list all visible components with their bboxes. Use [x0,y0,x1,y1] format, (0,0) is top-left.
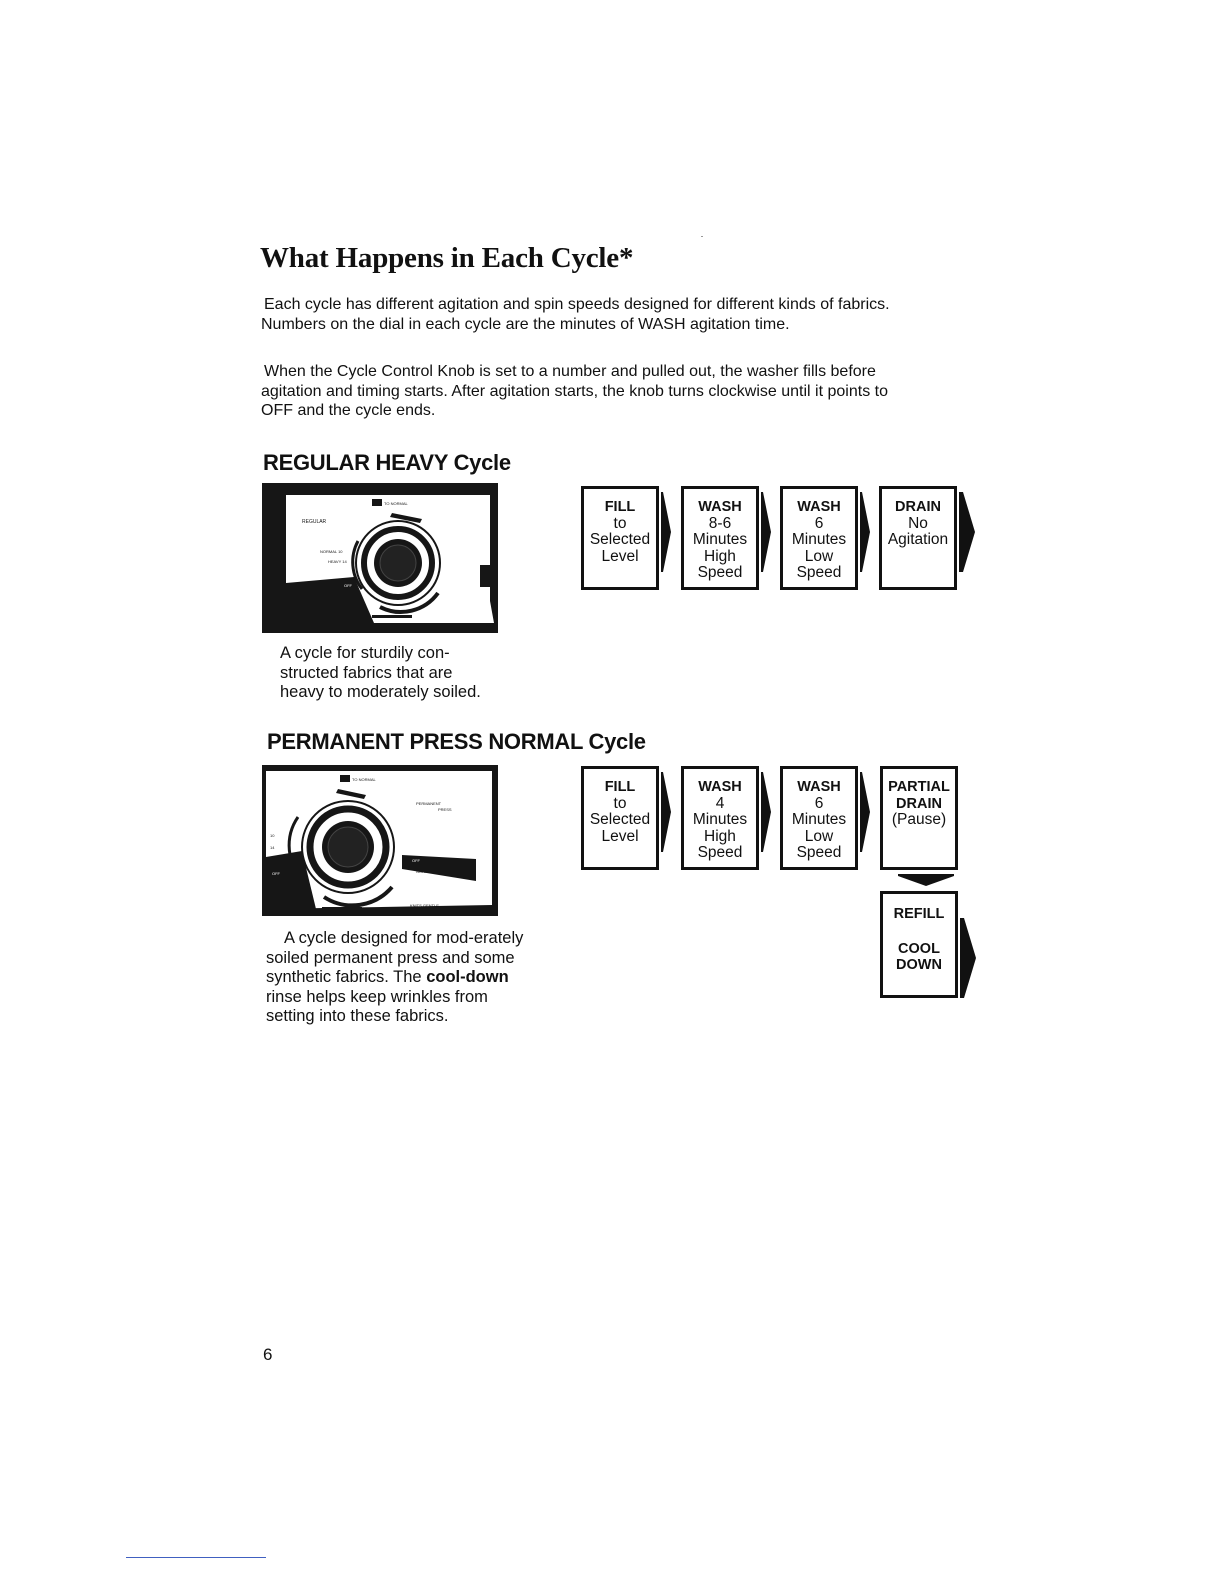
permanent-dial-14-label: 14 [270,845,275,850]
permanent-dial-normal-label: NORMAL [416,869,434,874]
step-line: High [704,547,736,565]
step-line: WASH [698,779,742,795]
regular-dial-illustration [262,483,498,633]
permanent-dial-to-normal-label: TO NORMAL [352,777,376,782]
permanent-step-wash-low [780,766,858,870]
regular-dial-regular-label: REGULAR [302,519,327,525]
permanent-dial-off-left-label: OFF [272,871,280,876]
step-line: REFILL [893,906,945,922]
down-arrow-icon [898,872,954,893]
step-line: Low [804,547,834,565]
step-line: WASH [698,499,742,515]
regular-caption-line-3: heavy to moderately soiled. [280,683,481,701]
permanent-caption-text-end: rinse helps keep wrinkles from setting into these fabrics. [266,987,488,1025]
regular-arrow-2-icon [761,492,771,572]
permanent-caption [266,929,526,1027]
regular-caption-line-1: A cycle for sturdily con- [280,644,450,662]
regular-dial-image [262,483,498,633]
step-line: 6 [814,794,824,812]
permanent-dial-knits-label: KNITS GENTLE [410,903,439,908]
step-line: 4 [715,794,725,812]
regular-step-wash-high [681,486,759,590]
step-line: 6 [814,514,824,532]
regular-dial-heavy14-label: HEAVY 14 [328,559,347,564]
step-line: Speed [796,844,842,861]
step-line: DRAIN [895,499,941,515]
step-line: PARTIAL [888,779,950,795]
regular-caption-line-2: structed fabrics that are [280,663,453,682]
regular-heavy-heading: REGULAR HEAVY Cycle [263,450,511,475]
step-line: 8-6 [708,514,732,532]
permanent-press-heading: PERMANENT PRESS NORMAL Cycle [267,729,646,754]
step-line: Minutes [791,531,847,548]
regular-dial-normal10-label: NORMAL 10 [320,549,343,554]
step-line: Minutes [692,531,748,548]
step-line-spacer [883,923,955,939]
regular-step-wash-low [780,486,858,590]
regular-caption [280,644,481,703]
permanent-dial-press-label: PRESS [438,807,452,812]
permanent-step-partial-drain [880,766,958,870]
step-line: Low [804,827,834,845]
step-line: DOWN [896,957,942,973]
stray-mark [701,236,703,237]
step-line: WASH [797,779,841,795]
footer-rule [126,1557,266,1558]
step-line: Speed [697,844,743,861]
permanent-step-wash-high [681,766,759,870]
permanent-dial-10-label: 10 [270,833,275,838]
regular-dial-to-normal-label: TO NORMAL [384,501,408,506]
regular-arrow-1-icon [661,492,671,572]
step-line: to [613,514,627,532]
permanent-step-refill-cool-down [880,891,958,998]
permanent-arrow-3-icon [860,772,870,852]
regular-arrow-3-icon [860,492,870,572]
step-line: DRAIN [896,795,942,812]
step-line: Speed [697,564,743,581]
permanent-arrow-2-icon [761,772,771,852]
regular-step-fill [581,486,659,590]
permanent-dial-image [262,765,498,916]
page-title: What Happens in Each Cycle* [260,242,634,274]
permanent-caption-text: A cycle designed for mod-erately soiled permanent press and some synthetic fabrics. The [266,929,524,986]
step-line: FILL [604,499,636,515]
step-line: (Pause) [891,811,947,828]
step-line: Speed [796,564,842,581]
permanent-step-fill [581,766,659,870]
permanent-dial-8-label: 8 [408,864,411,869]
intro-paragraph-1: Each cycle has different agitation and spin speeds designed for different kinds of fabrics. Numbers on the dial in each cycle are the minutes of WASH agitation time. [261,296,890,333]
step-line: Minutes [791,811,847,828]
step-line: WASH [797,499,841,515]
step-line: Level [601,827,639,845]
step-line: Selected [589,531,651,548]
permanent-arrow-1-icon [661,772,671,852]
permanent-dial-off-right-label: OFF [412,858,420,863]
regular-step-drain [879,486,957,590]
step-line: to [613,794,627,812]
step-line: Agitation [887,531,949,548]
regular-dial-off-label: OFF [344,583,352,588]
step-line: Minutes [692,811,748,828]
intro-paragraph-2: When the Cycle Control Knob is set to a number and pulled out, the washer fills before agitation and timing starts. After agitation starts, the knob turns clockwise until it points to OFF and the cycle ends. [261,363,888,419]
permanent-dial-illustration [262,765,498,916]
step-line: Selected [589,811,651,828]
step-line: No [908,514,928,532]
permanent-dial-permanent-label: PERMANENT [416,801,442,806]
permanent-arrow-4-icon [960,918,970,998]
page-number: 6 [263,1345,273,1364]
step-line: FILL [604,779,636,795]
regular-arrow-4-icon [959,492,969,572]
step-line: Level [601,547,639,565]
cool-down-emphasis: cool-down [426,968,509,986]
regular-dial-kn-label: KN [486,623,492,628]
step-line: High [704,827,736,845]
step-line: COOL [898,940,940,957]
